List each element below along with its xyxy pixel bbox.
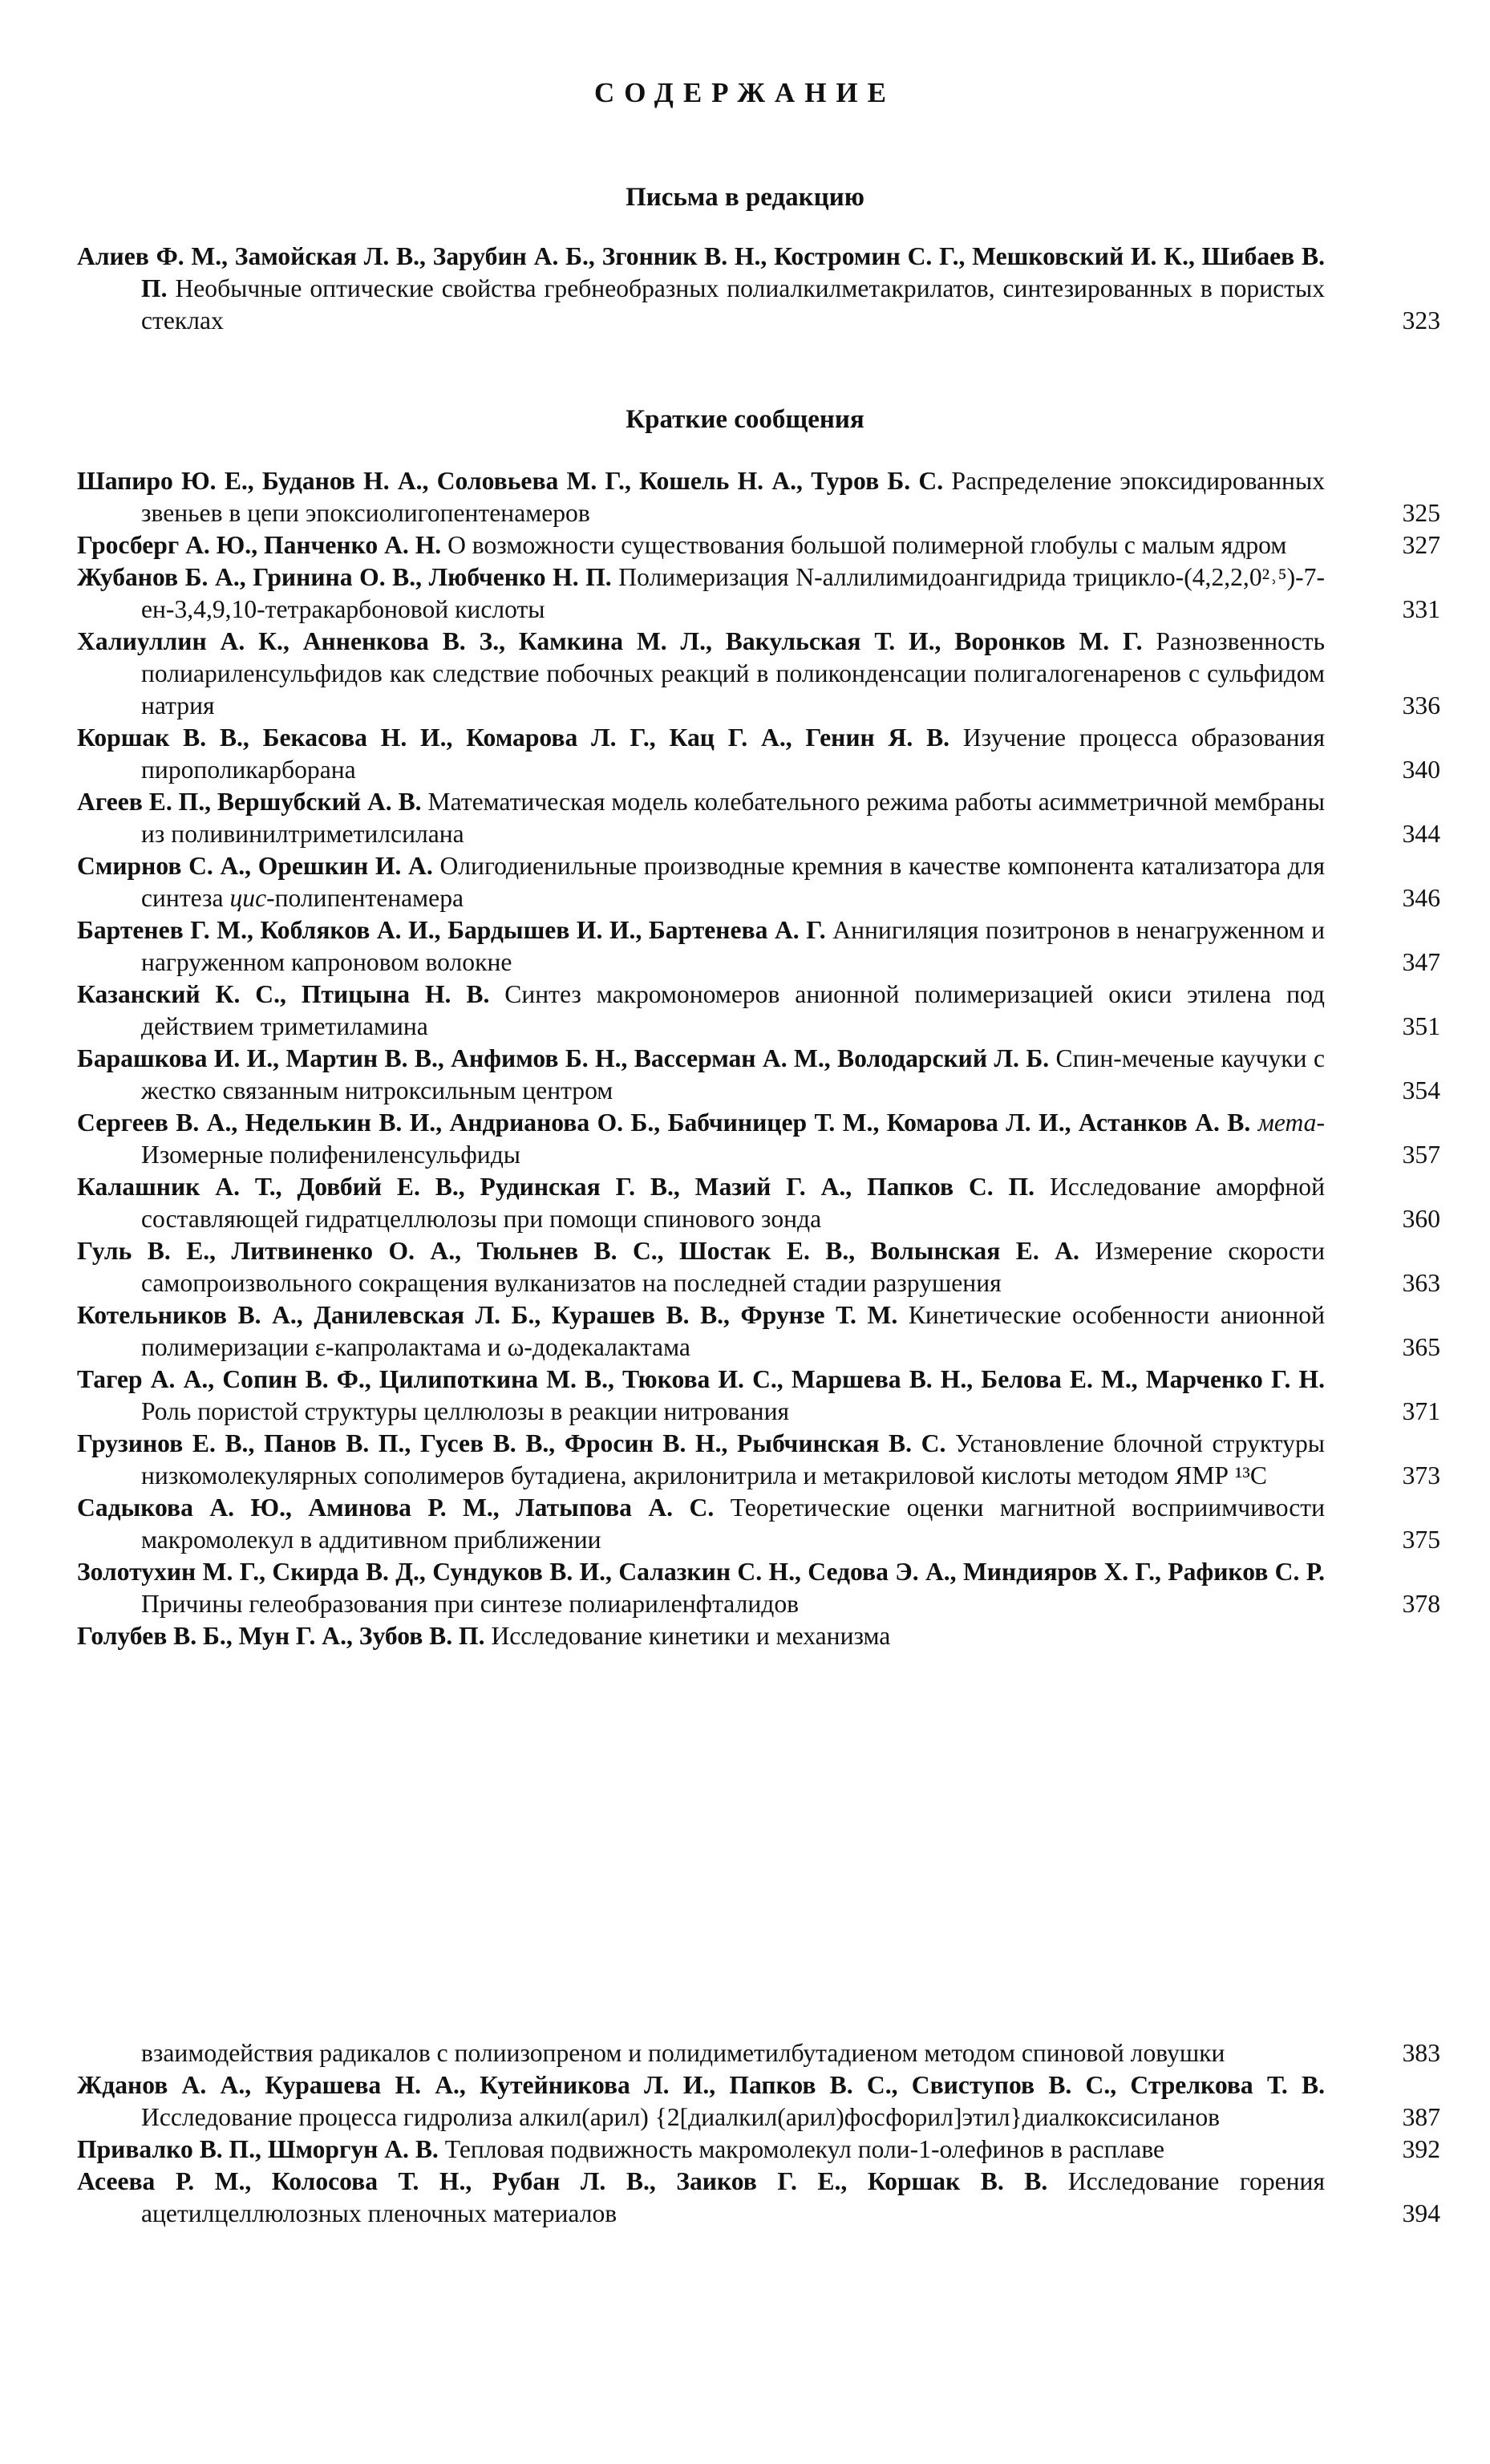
- entry-text: [77, 1299, 1325, 1364]
- entry-authors: Алиев Ф. М., Замойская Л. В., Зарубин А. Б., Згонник В. Н., Костромин С. Г., Мешковский И. К., Шибаев В. П.: [77, 242, 1325, 302]
- toc-entry: [77, 722, 1440, 786]
- entry-text: [77, 1171, 1325, 1235]
- entry-text: [77, 1364, 1325, 1428]
- entry-title: Исследование горения ацетилцеллюлозных пленочных материалов: [141, 2167, 1325, 2227]
- toc-entry: [77, 2166, 1440, 2230]
- entry-authors: Грузинов Е. В., Панов В. П., Гусев В. В., Фросин В. Н., Рыбчинская В. С.: [77, 1429, 946, 1457]
- toc-letters: [77, 241, 1440, 337]
- entry-authors: Асеева Р. М., Колосова Т. Н., Рубан Л. В., Заиков Г. Е., Коршак В. В.: [77, 2167, 1048, 2195]
- entry-title: Причины гелеобразования при синтезе полиариленфталидов: [141, 1590, 800, 1618]
- entry-page: 344: [1402, 820, 1440, 848]
- entry-text: [77, 241, 1325, 337]
- entry-text: [77, 2037, 1325, 2069]
- entry-authors: Барашкова И. И., Мартин В. В., Анфимов Б. Н., Вассерман А. М., Володарский Л. Б.: [77, 1044, 1050, 1072]
- entry-text: [77, 1620, 1325, 1652]
- toc-entry: [77, 914, 1440, 979]
- entry-page: 363: [1402, 1269, 1440, 1297]
- entry-page: 327: [1402, 531, 1440, 559]
- entry-title: Математическая модель колебательного режима работы асимметричной мембраны из поливинилтриметилсилана: [141, 788, 1325, 848]
- toc-continuation: [77, 2037, 1440, 2230]
- entry-authors: Золотухин М. Г., Скирда В. Д., Сундуков В. И., Салазкин С. Н., Седова Э. А., Миндияров Х. Г., Рафиков С. Р.: [77, 1558, 1325, 1586]
- entry-title-rest: -Изомерные полифениленсульфиды: [141, 1108, 1325, 1169]
- entry-page: 383: [1402, 2039, 1440, 2067]
- entry-page: 354: [1402, 1076, 1440, 1104]
- entry-page: 325: [1402, 499, 1440, 527]
- entry-title: Тепловая подвижность макромолекул поли-1-олефинов в расплаве: [444, 2135, 1165, 2163]
- toc-entry: [77, 1299, 1440, 1364]
- toc-entry: [77, 626, 1440, 722]
- entry-text: [77, 979, 1325, 1043]
- toc-entry: [77, 850, 1440, 914]
- entry-title: Изучение процесса образования пирополикарборана: [141, 723, 1325, 784]
- entry-title: Исследование аморфной составляющей гидратцеллюлозы при помощи спинового зонда: [141, 1173, 1325, 1233]
- entry-title: О возможности существования большой полимерной глобулы с малым ядром: [447, 531, 1287, 559]
- entry-page: 378: [1402, 1590, 1440, 1618]
- entry-page: 392: [1402, 2135, 1440, 2163]
- entry-authors: Тагер А. А., Сопин В. Ф., Цилипоткина М. В., Тюкова И. С., Маршева В. Н., Белова Е. М., Марченко Г. Н.: [77, 1365, 1325, 1393]
- entry-authors: Агеев Е. П., Вершубский А. В.: [77, 788, 422, 816]
- toc-entry: [77, 1171, 1440, 1235]
- entry-text: [77, 2134, 1325, 2166]
- entry-authors: Садыкова А. Ю., Аминова Р. М., Латыпова А. С.: [77, 1493, 715, 1522]
- entry-title: Синтез макромономеров анионной полимеризацией окиси этилена под действием триметиламина: [141, 980, 1325, 1040]
- entry-title: Распределение эпоксидированных звеньев в цепи эпоксиолигопентенамеров: [141, 467, 1325, 527]
- toc-entry: [77, 2134, 1440, 2166]
- toc-entry: [77, 529, 1440, 561]
- entry-authors: Привалко В. П., Шморгун А. В.: [77, 2135, 439, 2163]
- entry-page: 346: [1402, 884, 1440, 912]
- entry-page: 371: [1402, 1397, 1440, 1425]
- toc-entry: [77, 1428, 1440, 1492]
- toc-entry: [77, 561, 1440, 626]
- entry-authors: Халиуллин А. К., Анненкова В. З., Камкина М. Л., Вакульская Т. И., Воронков М. Г.: [77, 627, 1143, 655]
- entry-title: Исследование кинетики и механизма: [491, 1622, 891, 1650]
- toc-entry: [77, 1556, 1440, 1620]
- entry-authors: Бартенев Г. М., Кобляков А. И., Бардышев И. И., Бартенева А. Г.: [77, 916, 826, 944]
- entry-page: 375: [1402, 1526, 1440, 1554]
- toc-entry: [77, 1107, 1440, 1171]
- entry-page: 347: [1402, 948, 1440, 976]
- toc-entry: [77, 465, 1440, 529]
- entry-text: [77, 626, 1325, 722]
- entry-text: [77, 786, 1325, 850]
- entry-page: 394: [1402, 2199, 1440, 2227]
- entry-page: 387: [1402, 2103, 1440, 2131]
- entry-page: 373: [1402, 1461, 1440, 1489]
- entry-authors: Жубанов Б. А., Гринина О. В., Любченко Н. П.: [77, 563, 612, 591]
- entry-title: Разнозвенность полиариленсульфидов как следствие побочных реакций в поликонденсации полигалогенаренов с сульфидом натрия: [141, 627, 1325, 719]
- toc-entry: [77, 1492, 1440, 1556]
- entry-title-italic: цис: [229, 884, 267, 912]
- entry-authors: Смирнов С. А., Орешкин И. А.: [77, 852, 433, 880]
- toc-short: [77, 465, 1440, 1652]
- entry-authors: Коршак В. В., Бекасова Н. И., Комарова Л. Г., Кац Г. А., Генин Я. В.: [77, 723, 950, 752]
- entry-authors: Гросберг А. Ю., Панченко А. Н.: [77, 531, 442, 559]
- entry-text: [77, 1107, 1325, 1171]
- entry-authors: Жданов А. А., Курашева Н. А., Кутейникова Л. И., Папков В. С., Свиступов В. С., Стрелкова Т. В.: [77, 2071, 1325, 2099]
- entry-authors: Казанский К. С., Птицына Н. В.: [77, 980, 490, 1008]
- entry-authors: Голубев В. Б., Мун Г. А., Зубов В. П.: [77, 1622, 485, 1650]
- entry-title: Теоретические оценки магнитной восприимчивости макромолекул в аддитивном приближении: [141, 1493, 1326, 1554]
- entry-text: [77, 529, 1325, 561]
- entry-text: [77, 914, 1325, 979]
- entry-page: 336: [1402, 691, 1440, 719]
- toc-entry: [77, 979, 1440, 1043]
- entry-text: [77, 1043, 1325, 1107]
- entry-title: Аннигиляция позитронов в ненагруженном и нагруженном капроновом волокне: [141, 916, 1325, 976]
- entry-title: Спин-меченые каучуки с жестко связанным нитроксильным центром: [141, 1044, 1325, 1104]
- entry-title: Кинетические особенности анионной полимеризации ε-капролактама и ω-додекалактама: [141, 1301, 1325, 1361]
- entry-authors: Шапиро Ю. Е., Буданов Н. А., Соловьева М. Г., Кошель Н. А., Туров Б. С.: [77, 467, 944, 495]
- toc-entry: [77, 1364, 1440, 1428]
- entry-page: 331: [1402, 595, 1440, 623]
- entry-title: Исследование процесса гидролиза алкил(арил) {2[диалкил(арил)фосфорил]этил}диалкоксисиланов: [141, 2103, 1221, 2131]
- entry-authors: Калашник А. Т., Довбий Е. В., Рудинская Г. В., Мазий Г. А., Папков С. П.: [77, 1173, 1035, 1201]
- toc-entry: [77, 1043, 1440, 1107]
- toc-entry-continued: [77, 2037, 1440, 2069]
- entry-title: Олигодиенильные производные кремния в качестве компонента катализатора для синтеза: [141, 852, 1325, 912]
- entry-text: [77, 1556, 1325, 1620]
- entry-page: 323: [1402, 306, 1440, 334]
- entry-title-italic: мета: [1257, 1108, 1317, 1137]
- entry-page: 365: [1402, 1333, 1440, 1361]
- entry-title-rest: -полипентенамера: [266, 884, 464, 912]
- entry-text: [77, 1235, 1325, 1299]
- entry-text: [77, 2069, 1325, 2134]
- entry-title: Измерение скорости самопроизвольного сокращения вулканизатов на последней стадии разрушения: [141, 1237, 1325, 1297]
- toc-entry: [77, 2069, 1440, 2134]
- toc-entry: [77, 1620, 1440, 1652]
- entry-text: [77, 1492, 1325, 1556]
- toc-entry: [77, 1235, 1440, 1299]
- entry-text: [77, 2166, 1325, 2230]
- entry-page: 340: [1402, 756, 1440, 784]
- section-title-short: Краткие сообщения: [626, 405, 864, 434]
- entry-title: Необычные оптические свойства гребнеобразных полиалкилметакрилатов, синтезированных в пористых стеклах: [141, 274, 1325, 334]
- toc-entry: [77, 786, 1440, 850]
- toc-entry: [77, 241, 1440, 337]
- entry-text: [77, 850, 1325, 914]
- entry-title: Полимеризация N-аллилимидоангидрида трицикло-(4,2,2,0²˒⁵)-7-ен-3,4,9,10-тетракарбоновой кислоты: [141, 563, 1325, 623]
- entry-text: [77, 561, 1325, 626]
- entry-text: [77, 1428, 1325, 1492]
- entry-page: 360: [1402, 1205, 1440, 1233]
- entry-authors: Гуль В. Е., Литвиненко О. А., Тюльнев В. С., Шостак Е. В., Волынская Е. А.: [77, 1237, 1079, 1265]
- entry-page: 351: [1402, 1012, 1440, 1040]
- entry-authors: Котельников В. А., Данилевская Л. Б., Курашев В. В., Фрунзе Т. М.: [77, 1301, 898, 1329]
- entry-page: 357: [1402, 1141, 1440, 1169]
- page-title: СОДЕРЖАНИЕ: [593, 77, 896, 108]
- entry-authors: Сергеев В. А., Неделькин В. И., Андрианова О. Б., Бабчиницер Т. М., Комарова Л. И., Астанков А. В.: [77, 1108, 1251, 1137]
- entry-title: взаимодействия радикалов с полиизопреном и полидиметилбутадиеном методом спиновой ловушки: [141, 2039, 1225, 2067]
- entry-title: Роль пористой структуры целлюлозы в реакции нитрования: [141, 1397, 790, 1425]
- entry-text: [77, 722, 1325, 786]
- section-title-letters: Письма в редакцию: [626, 183, 864, 212]
- entry-text: [77, 465, 1325, 529]
- entry-title: Установление блочной структуры низкомолекулярных сополимеров бутадиена, акрилонитрила и метакриловой кислоты методом ЯМР ¹³С: [141, 1429, 1325, 1489]
